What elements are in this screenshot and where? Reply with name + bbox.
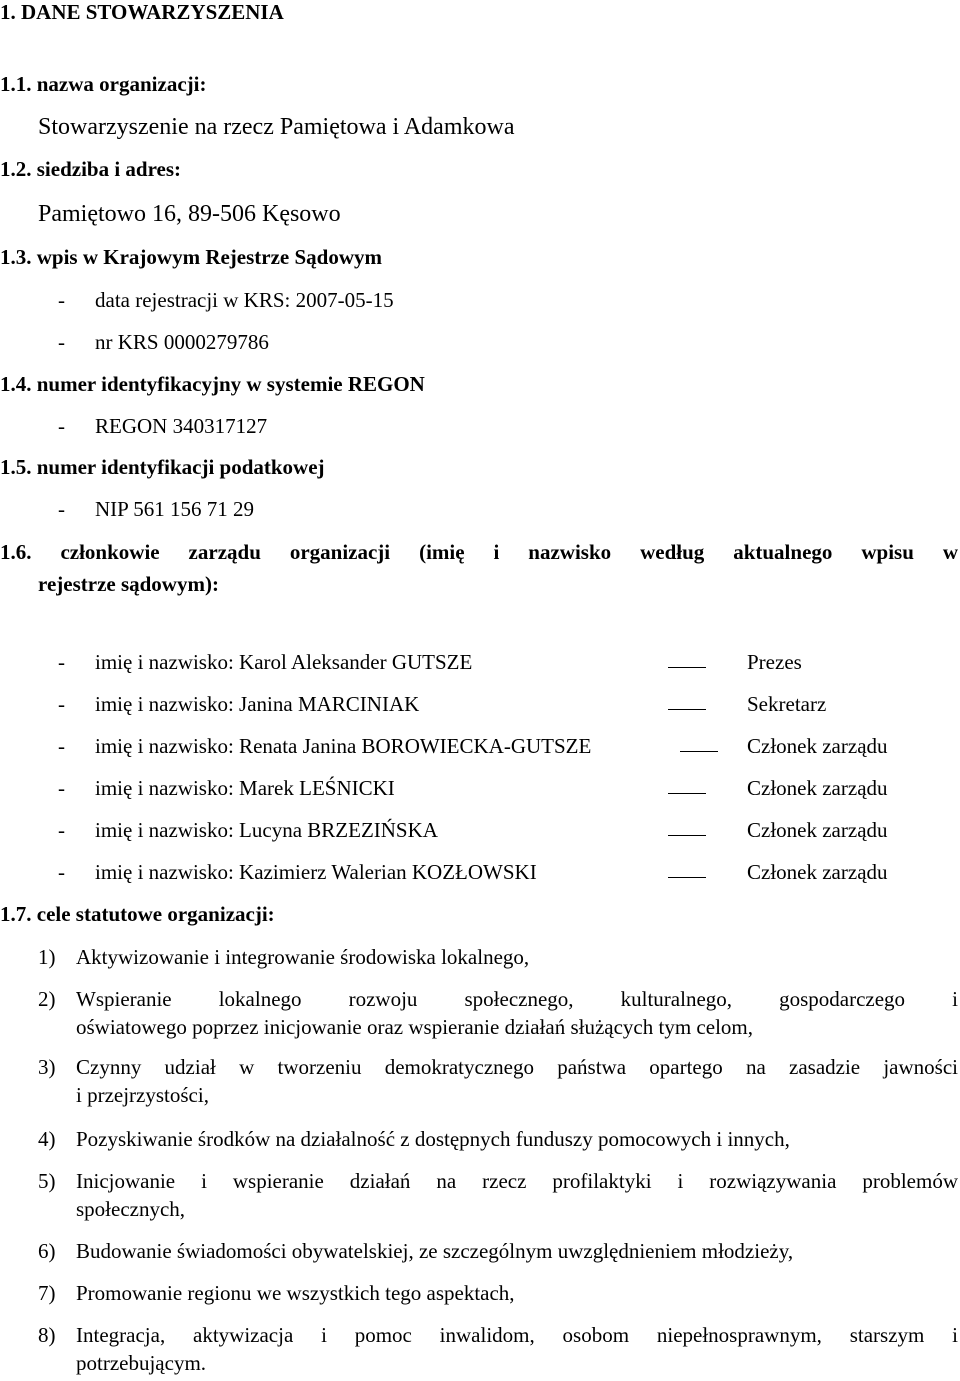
list-dash: - <box>58 414 65 438</box>
goal-number: 5) <box>38 1169 56 1193</box>
list-dash: - <box>58 692 65 716</box>
board-member-role: Sekretarz <box>747 692 827 716</box>
address-value: Pamiętowo 16, 89-506 Kęsowo <box>38 201 341 227</box>
board-member-name: imię i nazwisko: Marek LEŚNICKI <box>95 776 395 800</box>
board-member-role: Członek zarządu <box>747 776 888 800</box>
board-member-role: Członek zarządu <box>747 818 888 842</box>
board-member-name: imię i nazwisko: Lucyna BRZEZIŃSKA <box>95 818 438 842</box>
goal-text-line: Wspieranie lokalnego rozwoju społecznego, kulturalnego, gospodarczego i <box>76 987 958 1011</box>
krs-label: 1.3. wpis w Krajowym Rejestrze Sądowym <box>0 245 383 269</box>
role-separator-dash <box>668 835 706 836</box>
organization-name-label: 1.1. nazwa organizacji: <box>0 72 207 96</box>
role-separator-dash <box>668 667 706 668</box>
regon-number: REGON 340317127 <box>95 414 268 438</box>
goal-number: 6) <box>38 1239 56 1263</box>
goal-number: 7) <box>38 1281 56 1305</box>
organization-name-value: Stowarzyszenie na rzecz Pamiętowa i Adamkowa <box>38 114 515 140</box>
krs-registration-date: data rejestracji w KRS: 2007-05-15 <box>95 288 394 312</box>
board-label-line1: 1.6. członkowie zarządu organizacji (imię i nazwisko według aktualnego wpisu w <box>0 540 958 564</box>
list-dash: - <box>58 497 65 521</box>
goal-number: 2) <box>38 987 56 1011</box>
goal-text-line: Aktywizowanie i integrowanie środowiska lokalnego, <box>76 945 530 969</box>
section-title: 1. DANE STOWARZYSZENIA <box>0 0 284 24</box>
goal-text-line: społecznych, <box>76 1197 186 1221</box>
list-dash: - <box>58 288 65 312</box>
goal-text-line: oświatowego poprzez inicjowanie oraz wspieranie działań służących tym celom, <box>76 1015 753 1039</box>
role-separator-dash <box>668 709 706 710</box>
address-label: 1.2. siedziba i adres: <box>0 157 182 181</box>
board-member-role: Prezes <box>747 650 802 674</box>
krs-number: nr KRS 0000279786 <box>95 330 269 354</box>
goal-text-line: Pozyskiwanie środków na działalność z dostępnych funduszy pomocowych i innych, <box>76 1127 790 1151</box>
nip-label: 1.5. numer identyfikacji podatkowej <box>0 455 325 479</box>
board-member-name: imię i nazwisko: Kazimierz Walerian KOZŁOWSKI <box>95 860 537 884</box>
goal-text-line: i przejrzystości, <box>76 1083 209 1107</box>
role-separator-dash <box>668 793 706 794</box>
nip-number: NIP 561 156 71 29 <box>95 497 255 521</box>
role-separator-dash <box>680 751 718 752</box>
board-member-name: imię i nazwisko: Karol Aleksander GUTSZE <box>95 650 473 674</box>
board-member-name: imię i nazwisko: Renata Janina BOROWIECKA-GUTSZE <box>95 734 592 758</box>
role-separator-dash <box>668 877 706 878</box>
board-member-name: imię i nazwisko: Janina MARCINIAK <box>95 692 420 716</box>
goal-text-line: Czynny udział w tworzeniu demokratycznego państwa opartego na zasadzie jawności <box>76 1055 958 1079</box>
list-dash: - <box>58 860 65 884</box>
list-dash: - <box>58 734 65 758</box>
goal-text-line: potrzebującym. <box>76 1351 207 1375</box>
board-member-role: Członek zarządu <box>747 860 888 884</box>
goal-text-line: Budowanie świadomości obywatelskiej, ze szczególnym uwzględnieniem młodzieży, <box>76 1239 794 1263</box>
regon-label: 1.4. numer identyfikacyjny w systemie REGON <box>0 372 425 396</box>
goal-number: 1) <box>38 945 56 969</box>
goal-number: 4) <box>38 1127 56 1151</box>
goal-text-line: Promowanie regionu we wszystkich tego aspektach, <box>76 1281 515 1305</box>
board-member-role: Członek zarządu <box>747 734 888 758</box>
goal-text-line: Integracja, aktywizacja i pomoc inwalidom, osobom niepełnosprawnym, starszym i <box>76 1323 958 1347</box>
goals-label: 1.7. cele statutowe organizacji: <box>0 902 275 926</box>
list-dash: - <box>58 650 65 674</box>
goal-number: 3) <box>38 1055 56 1079</box>
list-dash: - <box>58 330 65 354</box>
goal-text-line: Inicjowanie i wspieranie działań na rzecz profilaktyki i rozwiązywania problemów <box>76 1169 958 1193</box>
board-label-line2: rejestrze sądowym): <box>38 572 219 596</box>
list-dash: - <box>58 776 65 800</box>
goal-number: 8) <box>38 1323 56 1347</box>
list-dash: - <box>58 818 65 842</box>
